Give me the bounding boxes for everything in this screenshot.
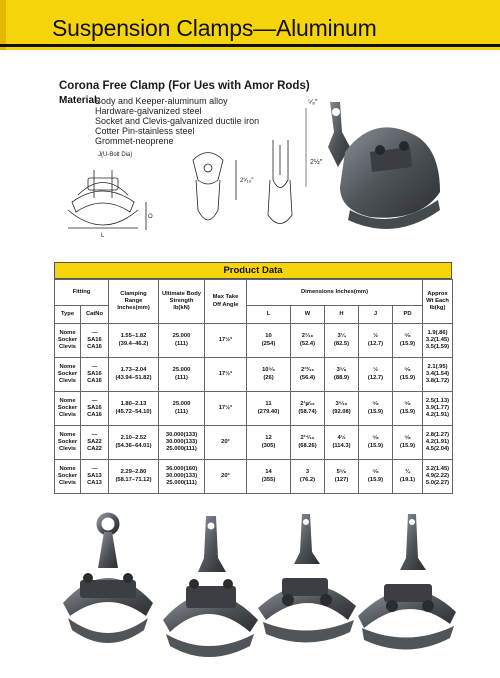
- cell-line: SA16: [87, 336, 102, 343]
- cell-line: (114.3): [332, 442, 351, 449]
- cell-line: (68.26): [298, 442, 317, 449]
- product-title: Corona Free Clamp (For Ues with Amor Rods): [59, 80, 310, 92]
- cell-line: Nome: [59, 431, 76, 438]
- cell-line: 3.2(1.45): [425, 465, 450, 472]
- cell-line: (12.7): [367, 374, 384, 381]
- cell-dim-w: [291, 426, 325, 460]
- page-title: Suspension Clamps—Aluminum: [52, 15, 377, 41]
- cell-line: SA22: [87, 438, 102, 445]
- cell-line: 2.10–2.52: [120, 435, 147, 442]
- cell-dim-pd: [393, 324, 423, 358]
- cell-line: Nome: [59, 397, 76, 404]
- o-label: O: [148, 214, 153, 220]
- cell-line: (355): [261, 476, 276, 483]
- cell-clamping-range: [109, 324, 159, 358]
- cell-line: Nome: [59, 363, 76, 370]
- cell-dim-h: [325, 392, 359, 426]
- header-angle: Max Take Off Angle: [205, 280, 247, 324]
- cell-take-off-angle: 20°: [205, 460, 247, 494]
- cell-line: 25.000: [172, 333, 191, 340]
- header-l: L: [247, 306, 291, 324]
- cell-dim-l: [247, 426, 291, 460]
- product-photos: [58, 508, 458, 668]
- cell-line: ⁵⁄₈: [372, 469, 379, 476]
- cell-line: (43.94–51.82): [115, 374, 152, 381]
- cell-dim-l: [247, 358, 291, 392]
- cell-line: ⁵⁄₈: [404, 401, 411, 408]
- cell-line: 30.000(133): [165, 438, 198, 445]
- dimension-label: 2⁶⁄₁₆″: [240, 178, 254, 184]
- dimension-label: ⁵⁄₈″: [308, 99, 318, 106]
- cell-line: 2⁷⁄₁₆: [301, 333, 314, 340]
- cell-weight: [423, 426, 453, 460]
- cell-line: 3⁵⁄₈: [336, 367, 347, 374]
- material-label: Material:: [59, 95, 101, 106]
- table-row: [55, 392, 453, 426]
- cell-line: ⁵⁄₈: [404, 367, 411, 374]
- cell-line: 30.000(133): [165, 431, 198, 438]
- cell-line: (82.5): [333, 340, 350, 347]
- cell-cat-no: [81, 460, 109, 494]
- cell-line: (15.9): [367, 408, 384, 415]
- cell-clamping-range: [109, 460, 159, 494]
- cell-line: 3.5(1.59): [425, 344, 450, 351]
- cell-line: (52.4): [299, 340, 316, 347]
- material-line: Socket and Clevis-galvanized ductile iron: [95, 116, 260, 126]
- cell-line: Clevis: [58, 412, 77, 419]
- material-line: Body and Keeper-aluminum alloy: [95, 96, 228, 106]
- cell-line: (15.9): [399, 374, 416, 381]
- cell-dim-pd: [393, 392, 423, 426]
- cell-line: ¾: [405, 469, 410, 476]
- cell-line: (111): [175, 408, 188, 415]
- header-j: J: [359, 306, 393, 324]
- cell-line: —: [91, 431, 98, 438]
- cell-line: 30.000(133): [165, 472, 198, 479]
- cell-dim-j: [359, 324, 393, 358]
- cell-line: (111): [175, 374, 188, 381]
- cell-dim-j: [359, 358, 393, 392]
- cell-dim-l: [247, 460, 291, 494]
- header-h: H: [325, 306, 359, 324]
- cell-dim-j: [359, 460, 393, 494]
- clamp-photo: [163, 516, 258, 657]
- material-line: Grommet-neoprene: [95, 136, 174, 146]
- header-clamping: Clamping Range Inches(mm): [109, 280, 159, 324]
- cell-line: (127): [334, 476, 349, 483]
- cell-line: 25.000: [172, 367, 191, 374]
- cell-dim-pd: [393, 460, 423, 494]
- cell-line: 2.1(.95): [427, 363, 448, 370]
- cell-line: Socker: [57, 404, 78, 411]
- cell-line: Socker: [57, 438, 78, 445]
- cell-line: 2.29–2.80: [120, 469, 147, 476]
- cell-line: 4.9(2.22): [425, 472, 450, 479]
- cell-type: [55, 460, 81, 494]
- cell-dim-w: [291, 460, 325, 494]
- cell-line: 3: [305, 469, 310, 476]
- clamp-photo: [300, 92, 450, 242]
- cell-line: Clevis: [58, 378, 77, 385]
- cell-line: Clevis: [58, 480, 77, 487]
- clamp-photo: [258, 514, 356, 643]
- cell-line: CA13: [87, 480, 102, 487]
- cell-line: 14: [265, 469, 272, 476]
- cell-clamping-range: [109, 392, 159, 426]
- header-dimensions: Dimensions Inches(mm): [247, 280, 423, 306]
- cell-line: 2.8(1.27): [425, 431, 450, 438]
- cell-line: 12: [265, 435, 272, 442]
- cell-line: 2¹µ⁄₁₆: [300, 401, 315, 408]
- cell-cat-no: [81, 426, 109, 460]
- cell-dim-h: [325, 324, 359, 358]
- header-fitting: Fitting: [55, 280, 109, 306]
- cell-weight: [423, 324, 453, 358]
- table-row: [55, 426, 453, 460]
- cell-line: Nome: [59, 465, 76, 472]
- cell-line: SA16: [87, 404, 102, 411]
- cell-line: Socker: [57, 370, 78, 377]
- cell-line: (39.4–46.2): [118, 340, 149, 347]
- cell-take-off-angle: 20°: [205, 426, 247, 460]
- cell-line: 2¹⁴⁄₁₆: [300, 435, 315, 442]
- cell-line: (92.08): [332, 408, 351, 415]
- cell-line: 11: [265, 401, 272, 408]
- cell-line: 5.0(2.27): [425, 480, 450, 487]
- cell-line: —: [91, 397, 98, 404]
- cell-line: Clevis: [58, 344, 77, 351]
- cell-type: [55, 358, 81, 392]
- cell-dim-pd: [393, 358, 423, 392]
- cell-line: (15.9): [399, 340, 416, 347]
- cell-dim-j: [359, 426, 393, 460]
- cell-line: 3.4(1.54): [425, 370, 450, 377]
- cell-line: Socker: [57, 336, 78, 343]
- header-edge-mark: [0, 0, 6, 50]
- cell-dim-w: [291, 358, 325, 392]
- cell-line: (26): [263, 374, 274, 381]
- cell-dim-pd: [393, 426, 423, 460]
- cell-line: 4½: [337, 435, 346, 442]
- cell-line: 1.55–1.82: [120, 333, 147, 340]
- cell-line: (76.2): [299, 476, 316, 483]
- clamp-photo: [358, 514, 456, 650]
- clamp-photo: [63, 515, 153, 643]
- cell-line: (15.9): [399, 408, 416, 415]
- cell-line: 2.5(1.13): [425, 397, 450, 404]
- table-row: [55, 358, 453, 392]
- cell-line: (15.9): [399, 442, 416, 449]
- cell-line: (45.72–54.10): [115, 408, 152, 415]
- ubolt-label: J(U-Bolt Dia): [98, 152, 133, 158]
- cell-line: (56.4): [299, 374, 316, 381]
- cell-line: (12.7): [367, 340, 384, 347]
- material-line: Hardware-galvanized steel: [95, 106, 202, 116]
- cell-line: —: [91, 329, 98, 336]
- cell-line: ⁵⁄₈: [372, 401, 379, 408]
- cell-type: [55, 426, 81, 460]
- cell-take-off-angle: 17½°: [205, 324, 247, 358]
- table-row: [55, 324, 453, 358]
- dimension-label: 2½″: [310, 159, 323, 166]
- data-grid: [54, 279, 453, 494]
- cell-cat-no: [81, 358, 109, 392]
- cell-line: 3.9(1.77): [425, 404, 450, 411]
- material-line: Cotter Pin-stainless steel: [95, 126, 195, 136]
- header-w: W: [291, 306, 325, 324]
- cell-line: 3¼: [337, 333, 346, 340]
- cell-line: ½: [373, 333, 378, 340]
- header-catno: CatNo: [81, 306, 109, 324]
- cell-line: ⁵⁄₈: [404, 435, 411, 442]
- cell-line: 25.000(111): [166, 446, 197, 453]
- header-strength: Ultimate Body Strength lb(kN): [159, 280, 205, 324]
- cell-line: (58.17–71.12): [115, 476, 152, 483]
- cell-strength: [159, 358, 205, 392]
- cell-dim-l: [247, 324, 291, 358]
- cell-dim-l: [247, 392, 291, 426]
- cell-line: (15.9): [367, 442, 384, 449]
- cell-strength: [159, 426, 205, 460]
- cell-line: 1.9(.86): [427, 329, 448, 336]
- cell-line: CA22: [87, 446, 102, 453]
- cell-line: 3.2(1.45): [425, 336, 450, 343]
- cell-line: (111): [175, 340, 188, 347]
- header-type: Type: [55, 306, 81, 324]
- cell-line: CA16: [87, 378, 102, 385]
- cell-line: (305): [261, 442, 276, 449]
- cell-type: [55, 392, 81, 426]
- cell-type: [55, 324, 81, 358]
- cell-line: 4.2(1.91): [425, 412, 450, 419]
- cell-line: 25.000: [172, 401, 191, 408]
- cell-line: 3⁶⁄₁₆: [335, 401, 348, 408]
- header-weight: Approx Wt Each lb(kg): [423, 280, 453, 324]
- cell-weight: [423, 460, 453, 494]
- cell-strength: [159, 392, 205, 426]
- header-pd: PD: [393, 306, 423, 324]
- cell-line: ½: [373, 367, 378, 374]
- cell-line: ⁵⁄₈: [372, 435, 379, 442]
- cell-line: (15.9): [367, 476, 384, 483]
- cell-weight: [423, 358, 453, 392]
- cell-line: Clevis: [58, 446, 77, 453]
- cell-line: 1.73–2.04: [120, 367, 147, 374]
- cell-line: SA13: [87, 472, 102, 479]
- cell-strength: [159, 460, 205, 494]
- cell-line: (54.36–64.01): [115, 442, 152, 449]
- header-rule: [0, 44, 500, 47]
- cell-dim-h: [325, 358, 359, 392]
- cell-line: CA16: [87, 412, 102, 419]
- cell-line: 4.2(1.91): [425, 438, 450, 445]
- cell-line: CA16: [87, 344, 102, 351]
- cell-line: ⁵⁄₈: [404, 333, 411, 340]
- cell-clamping-range: [109, 426, 159, 460]
- cell-line: 3.8(1.72): [425, 378, 450, 385]
- cell-line: Socker: [57, 472, 78, 479]
- table-row: [55, 460, 453, 494]
- cell-line: (254): [261, 340, 276, 347]
- cell-line: (58.74): [298, 408, 317, 415]
- cell-dim-j: [359, 392, 393, 426]
- cell-dim-h: [325, 426, 359, 460]
- cell-line: —: [91, 363, 98, 370]
- cell-strength: [159, 324, 205, 358]
- cell-take-off-angle: 17½°: [205, 392, 247, 426]
- cell-line: (19.1): [399, 476, 416, 483]
- cell-line: 10⁵⁄₈: [262, 367, 275, 374]
- cell-dim-w: [291, 324, 325, 358]
- product-data-table: [54, 262, 452, 494]
- cell-line: 1.80–2.13: [120, 401, 147, 408]
- cell-weight: [423, 392, 453, 426]
- cell-line: 25.000(111): [166, 480, 197, 487]
- cell-line: (279.40): [257, 408, 280, 415]
- cell-line: 10: [265, 333, 272, 340]
- cell-take-off-angle: 17½°: [205, 358, 247, 392]
- cell-line: —: [91, 465, 98, 472]
- cell-line: 4.5(2.04): [425, 446, 450, 453]
- cell-clamping-range: [109, 358, 159, 392]
- cell-line: 2¹³⁄₁₆: [300, 367, 315, 374]
- cell-line: SA16: [87, 370, 102, 377]
- cell-line: Nome: [59, 329, 76, 336]
- cell-line: 5⁵⁄₈: [336, 469, 347, 476]
- cell-line: 36.000(160): [165, 465, 198, 472]
- cell-cat-no: [81, 392, 109, 426]
- cell-line: (88.9): [333, 374, 350, 381]
- table-heading: Product Data: [54, 262, 452, 279]
- cell-cat-no: [81, 324, 109, 358]
- cell-dim-h: [325, 460, 359, 494]
- length-label: L: [101, 233, 105, 239]
- cell-dim-w: [291, 392, 325, 426]
